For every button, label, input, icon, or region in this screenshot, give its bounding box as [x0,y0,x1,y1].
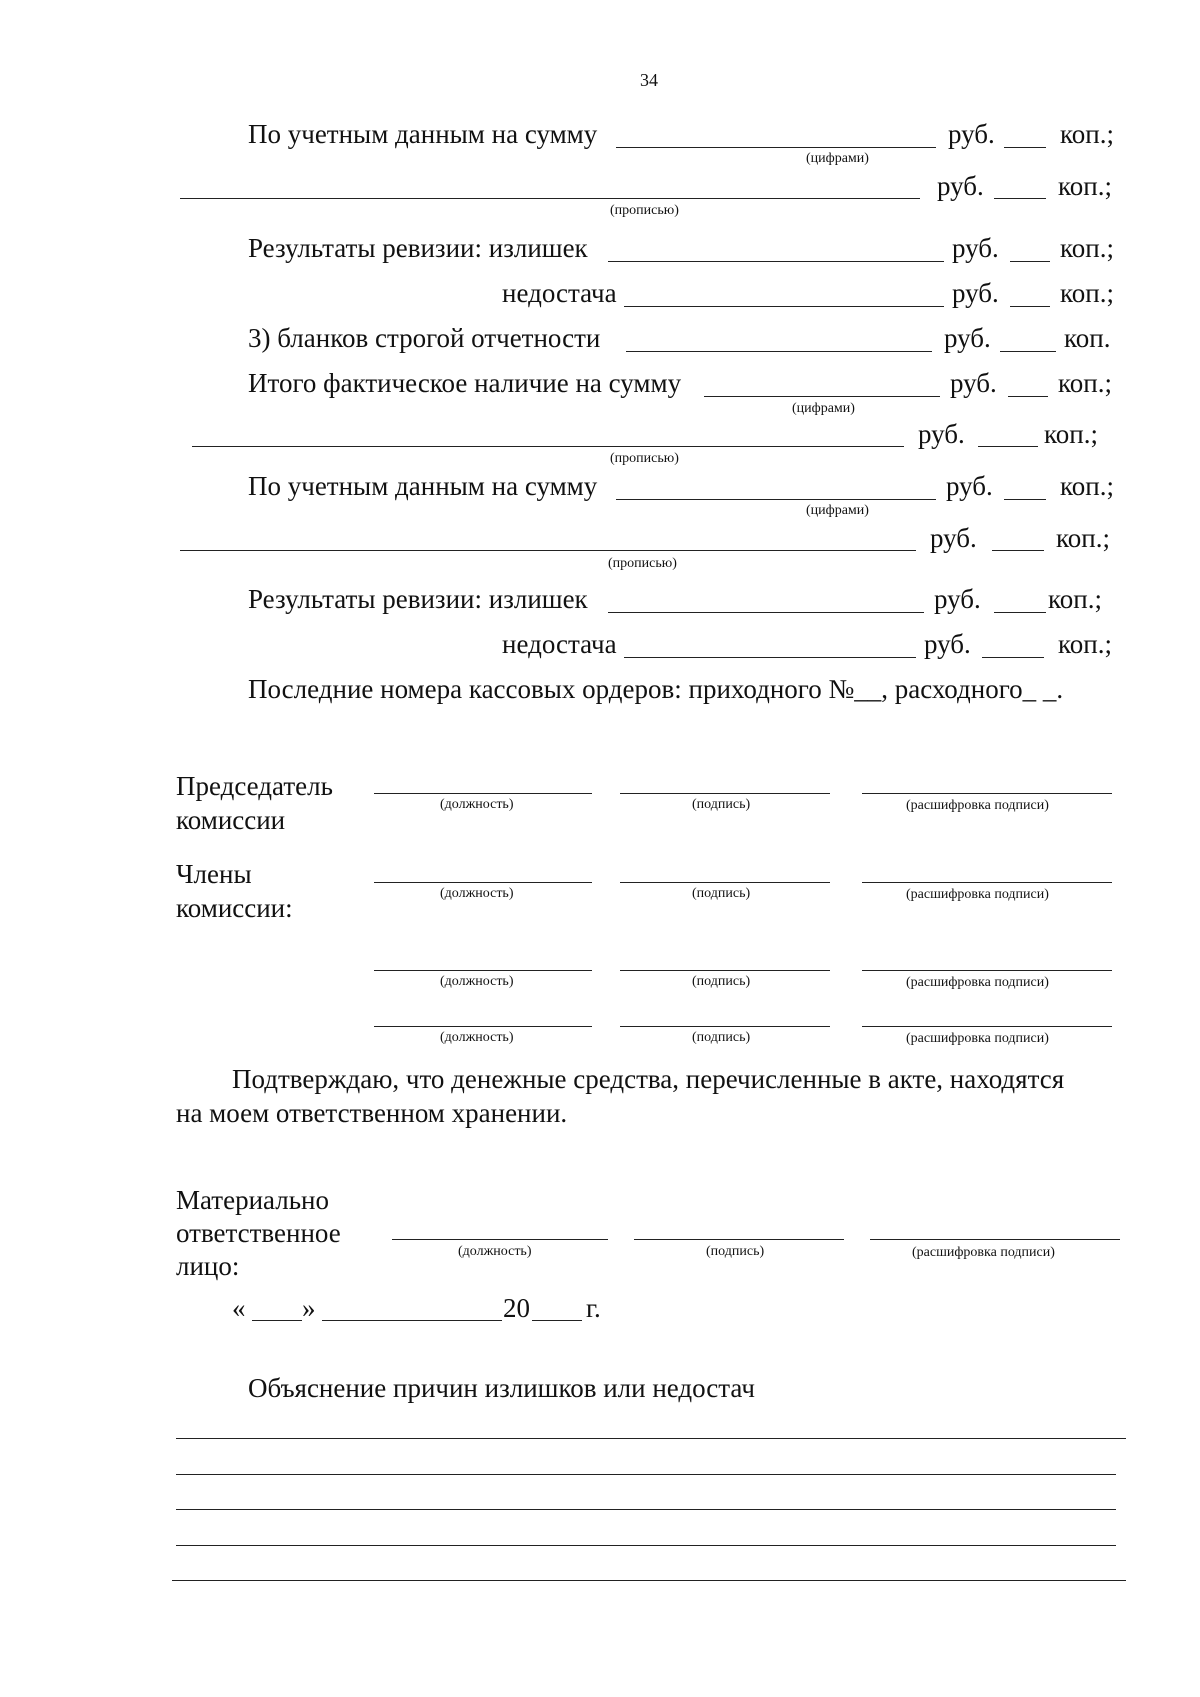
chairman-position-line[interactable] [374,793,592,794]
in-words-caption: (прописью) [608,556,677,571]
position-caption: (должность) [440,797,514,812]
kop-label: коп. [1064,323,1111,353]
rub-label: руб. [952,233,999,263]
strict-forms-label: 3) бланков строгой отчетности [248,323,601,353]
digits-caption: (цифрами) [806,151,869,166]
signature-caption: (подпись) [692,797,751,812]
rub-label: руб. [937,171,984,201]
member3-decryption-line[interactable] [862,1026,1112,1027]
position-caption: (должность) [440,974,514,989]
chairman-signature-line[interactable] [620,793,830,794]
explanation-line-5[interactable] [172,1580,1126,1581]
member1-decryption-line[interactable] [862,882,1112,883]
surplus-line[interactable] [608,261,944,262]
decryption-caption: (расшифровка подписи) [906,798,1049,813]
in-words-caption: (прописью) [610,451,679,466]
kop-label: коп.; [1060,471,1114,501]
amount-words-line[interactable] [180,198,920,199]
rub-label: руб. [944,323,991,353]
kop-line[interactable] [1004,499,1046,500]
signature-caption: (подпись) [706,1244,765,1259]
member1-signature-line[interactable] [620,882,830,883]
members-label: Члены [176,859,252,889]
rub-label: руб. [946,471,993,501]
amount-words-line[interactable] [180,550,916,551]
amount-digits-line[interactable] [616,147,936,148]
rub-label: руб. [952,278,999,308]
rub-label: руб. [918,419,965,449]
kop-line[interactable] [1000,351,1056,352]
position-caption: (должность) [440,1030,514,1045]
responsible-signature-line[interactable] [634,1239,844,1240]
digits-caption: (цифрами) [806,503,869,518]
kop-label: коп.; [1056,523,1110,553]
kop-line[interactable] [978,446,1038,447]
confirmation-line-2: на моем ответственном хранении. [176,1098,568,1128]
surplus-line[interactable] [608,612,924,613]
responsible-position-line[interactable] [392,1239,608,1240]
date-day-line[interactable] [252,1320,302,1321]
kop-label: коп.; [1058,368,1112,398]
date-year-line[interactable] [532,1320,582,1321]
kop-line[interactable] [994,198,1046,199]
kop-label: коп.; [1044,419,1098,449]
signature-caption: (подпись) [692,886,751,901]
kop-line[interactable] [994,612,1046,613]
date-year-prefix: 20 [503,1293,530,1323]
in-words-caption: (прописью) [610,203,679,218]
decryption-caption: (расшифровка подписи) [906,1031,1049,1046]
kop-line[interactable] [1010,261,1050,262]
member2-decryption-line[interactable] [862,970,1112,971]
kop-line[interactable] [1008,396,1048,397]
explanation-title: Объяснение причин излишков или недостач [248,1373,755,1403]
date-month-line[interactable] [322,1320,502,1321]
strict-forms-line[interactable] [626,351,932,352]
chairman-label-2: комиссии [176,805,286,835]
position-caption: (должность) [440,886,514,901]
kop-label: коп.; [1060,233,1114,263]
results-surplus-label: Результаты ревизии: излишек [248,584,588,614]
kop-label: коп.; [1060,119,1114,149]
rub-label: руб. [930,523,977,553]
members-label-2: комиссии: [176,893,293,923]
decryption-caption: (расшифровка подписи) [906,975,1049,990]
kop-line[interactable] [1004,147,1046,148]
explanation-line-4[interactable] [176,1545,1116,1546]
shortage-line[interactable] [624,306,944,307]
amount-digits-line[interactable] [616,499,936,500]
date-close-quote: » [302,1293,316,1323]
rub-label: руб. [950,368,997,398]
kop-line[interactable] [1010,306,1050,307]
member2-position-line[interactable] [374,970,592,971]
member1-position-line[interactable] [374,882,592,883]
rub-label: руб. [924,629,971,659]
kop-label: коп.; [1048,584,1102,614]
responsible-label-3: лицо: [176,1251,240,1281]
member3-signature-line[interactable] [620,1026,830,1027]
chairman-label: Председатель [176,771,333,801]
kop-label: коп.; [1058,629,1112,659]
by-records-label: По учетным данным на сумму [248,471,598,501]
kop-line[interactable] [992,550,1044,551]
member2-signature-line[interactable] [620,970,830,971]
explanation-line-3[interactable] [176,1509,1116,1510]
position-caption: (должность) [458,1244,532,1259]
chairman-decryption-line[interactable] [862,793,1112,794]
total-digits-line[interactable] [704,396,940,397]
kop-label: коп.; [1058,171,1112,201]
shortage-label: недостача [502,278,617,308]
responsible-decryption-line[interactable] [870,1239,1120,1240]
signature-caption: (подпись) [692,974,751,989]
shortage-line[interactable] [624,657,916,658]
date-year-suffix: г. [586,1293,601,1323]
kop-line[interactable] [982,657,1044,658]
decryption-caption: (расшифровка подписи) [912,1245,1055,1260]
explanation-line-1[interactable] [176,1438,1126,1439]
shortage-label: недостача [502,629,617,659]
explanation-line-2[interactable] [176,1474,1116,1475]
total-words-line[interactable] [192,446,904,447]
signature-caption: (подпись) [692,1030,751,1045]
decryption-caption: (расшифровка подписи) [906,887,1049,902]
results-surplus-label: Результаты ревизии: излишек [248,233,588,263]
by-records-label: По учетным данным на сумму [248,119,598,149]
total-actual-label: Итого фактическое наличие на сумму [248,368,682,398]
member3-position-line[interactable] [374,1026,592,1027]
rub-label: руб. [948,119,995,149]
responsible-label-2: ответственное [176,1218,341,1248]
rub-label: руб. [934,584,981,614]
digits-caption: (цифрами) [792,401,855,416]
date-open-quote: « [232,1293,246,1323]
kop-label: коп.; [1060,278,1114,308]
confirmation-line-1: Подтверждаю, что денежные средства, перечисленные в акте, находятся [232,1064,1065,1094]
page-number: 34 [640,70,658,90]
responsible-label-1: Материально [176,1185,329,1215]
last-orders-text: Последние номера кассовых ордеров: приходного №__, расходного_ _. [248,674,1064,704]
